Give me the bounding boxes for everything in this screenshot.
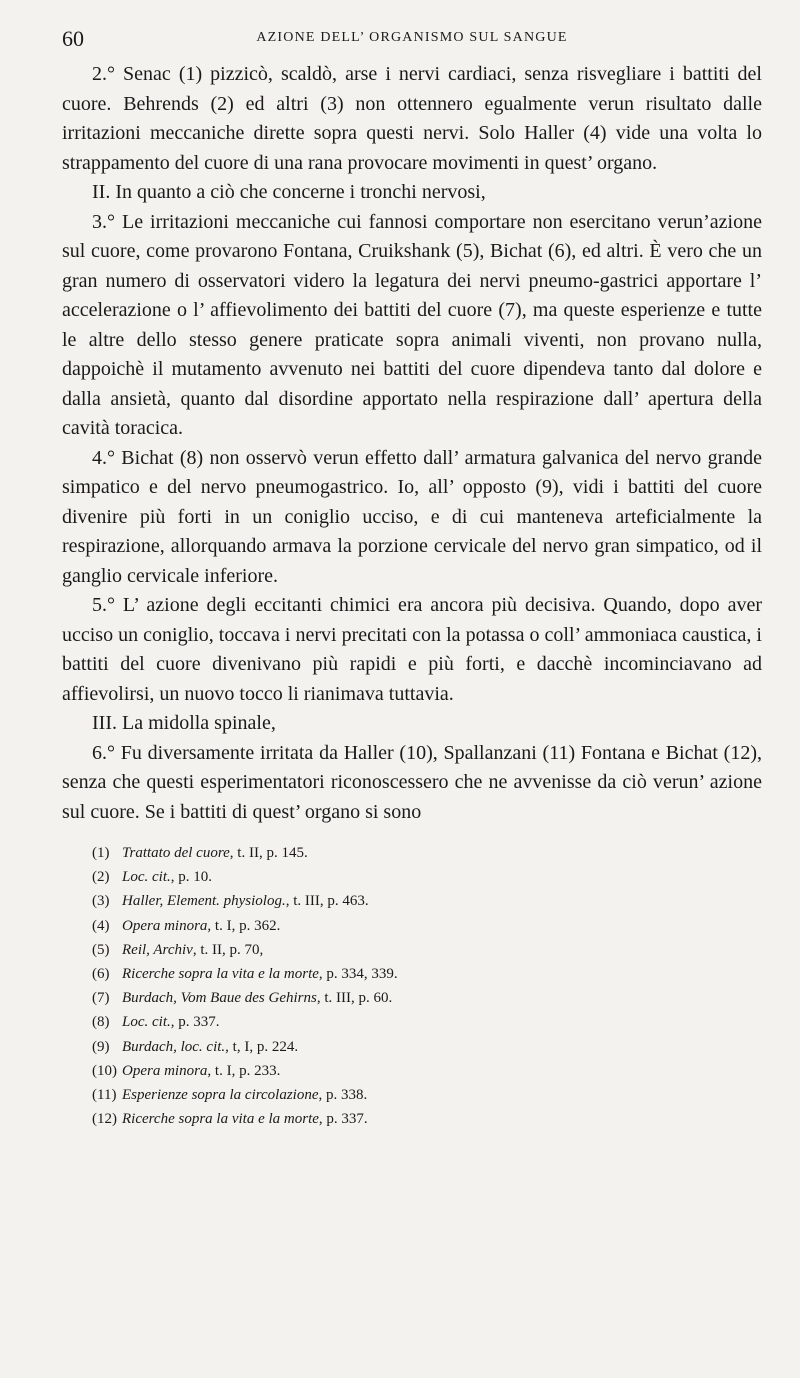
paragraph-2: 2.° Senac (1) pizzicò, scaldò, arse i nervi cardiaci, senza risvegliare i battiti del cuore. Behrends (2) ed altri (3) non ottennero egualmente verun risultato dalle irritazioni meccaniche dirette sopra questi nervi. Solo Haller (4) vide una volta lo strappamento del cuore di una rana provocare movimenti in quest’ organo. bbox=[62, 63, 762, 174]
section-heading-iii: III. La midolla spinale, bbox=[92, 712, 276, 734]
footnote-number: (1) bbox=[92, 845, 110, 861]
page-number: 60 bbox=[62, 26, 84, 51]
footnote-ref: , t, I, p. 224. bbox=[225, 1038, 299, 1055]
footnote-ref: , t. II, p. 70, bbox=[192, 941, 264, 958]
running-title: AZIONE DELL’ ORGANISMO SUL SANGUE bbox=[256, 30, 568, 45]
footnote-ref: , p. 334, 339. bbox=[318, 966, 398, 983]
footnote-number: (9) bbox=[92, 1038, 110, 1055]
footnote bbox=[92, 841, 762, 865]
body-text bbox=[62, 60, 762, 827]
paragraph-4: 4.° Bichat (8) non osservò verun effetto dall’ armatura galvanica del nervo grande simpatico e del nervo pneumogastrico. Io, all’ opposto (9), vidi i battiti del cuore divenire più forti in un coniglio ucciso, e di cui manteneva arteficialmente la respirazione, allorquando armava la porzione cervicale del nervo gran simpatico, od il ganglio cervicale inferiore. bbox=[62, 446, 762, 587]
footnote bbox=[92, 1035, 762, 1059]
footnote-ref: , t. I, p. 362. bbox=[207, 917, 281, 934]
footnote-source: Trattato del cuore bbox=[122, 845, 230, 861]
footnote-number: (12) bbox=[92, 1111, 117, 1128]
footnote-number: (11) bbox=[92, 1087, 117, 1104]
footnote-ref: , p. 337. bbox=[170, 1014, 220, 1031]
footnote bbox=[92, 1083, 762, 1107]
footnote-ref: , t. III, p. 60. bbox=[316, 990, 393, 1007]
footnote-number: (8) bbox=[92, 1014, 110, 1031]
running-head bbox=[62, 26, 762, 60]
footnote-source: Opera minora bbox=[122, 917, 208, 934]
paragraph-5: 5.° L’ azione degli eccitanti chimici era ancora più decisiva. Quando, dopo aver ucciso un coniglio, toccava i nervi precitati con la potassa o coll’ ammoniaca caustica, i battiti del cuore divenivano più rapidi e più forti, e dacchè incominciavano ad affievolirsi, un nuovo tocco li rianimava tuttavia. bbox=[62, 594, 762, 705]
footnote-ref: , t. I, p. 233. bbox=[207, 1062, 281, 1079]
footnote-source: Burdach, loc. cit. bbox=[122, 1038, 226, 1055]
footnote bbox=[92, 986, 762, 1010]
footnote bbox=[92, 1059, 762, 1083]
footnote-number: (6) bbox=[92, 966, 110, 983]
footnote bbox=[92, 962, 762, 986]
paragraph-6: 6.° Fu diversamente irritata da Haller (10), Spallanzani (11) Fontana e Bichat (12), senza che questi esperimentatori riconoscessero che ne avvenisse da ciò verun’ azione sul cuore. Se i battiti di quest’ organo si sono bbox=[62, 741, 762, 823]
footnote bbox=[92, 1107, 762, 1131]
footnote bbox=[92, 914, 762, 938]
footnote bbox=[92, 938, 762, 962]
footnote-source: Reil, Archiv bbox=[122, 941, 193, 958]
footnote-ref: , p. 337. bbox=[318, 1111, 368, 1128]
paragraph-3: 3.° Le irritazioni meccaniche cui fannosi comportare non esercitano verun’azione sul cuore, come provarono Fontana, Cruikshank (5), Bichat (6), ed altri. È vero che un gran numero di osservatori videro la legatura dei nervi pneumo-gastrici apportare l’ accelerazione o l’ affievolimento dei battiti del cuore (7), ma queste esperienze e tutte le altre dello stesso genere praticate sopra animali viventi, non provano nulla, dappoichè il mutamento avvenuto nei battiti del cuore dipendeva tanto dal dolore e dalla ansietà, quanto dal disordine apportato nella respirazione dall’ apertura della cavità toracica. bbox=[62, 210, 762, 439]
footnote-number: (5) bbox=[92, 941, 110, 958]
footnote-ref: , t. III, p. 463. bbox=[285, 893, 369, 910]
footnote-ref: , t. II, p. 145. bbox=[229, 845, 308, 861]
footnote-number: (2) bbox=[92, 869, 110, 886]
footnote-ref: , p. 10. bbox=[170, 869, 212, 886]
footnote-source: Esperienze sopra la circolazione bbox=[122, 1087, 319, 1104]
footnote-source: Ricerche sopra la vita e la morte bbox=[122, 966, 319, 983]
book-page bbox=[62, 26, 762, 1131]
footnote-source: Loc. cit. bbox=[122, 869, 171, 886]
footnotes bbox=[62, 841, 762, 1131]
footnote-source: Ricerche sopra la vita e la morte bbox=[122, 1111, 319, 1128]
footnote-source: Opera minora bbox=[122, 1062, 208, 1079]
footnote-source: Burdach, Vom Baue des Gehirns bbox=[122, 990, 317, 1007]
footnote bbox=[92, 889, 762, 913]
footnote-number: (10) bbox=[92, 1062, 117, 1079]
footnote-source: Haller, Element. physiolog. bbox=[122, 893, 286, 910]
footnote-source: Loc. cit. bbox=[122, 1014, 171, 1031]
section-heading-ii: II. In quanto a ciò che concerne i tronchi nervosi, bbox=[92, 181, 486, 203]
footnote bbox=[92, 1010, 762, 1034]
footnote-ref: , p. 338. bbox=[318, 1087, 368, 1104]
footnote-number: (7) bbox=[92, 990, 110, 1007]
footnote-number: (4) bbox=[92, 917, 110, 934]
footnote-number: (3) bbox=[92, 893, 110, 910]
footnote bbox=[92, 865, 762, 889]
